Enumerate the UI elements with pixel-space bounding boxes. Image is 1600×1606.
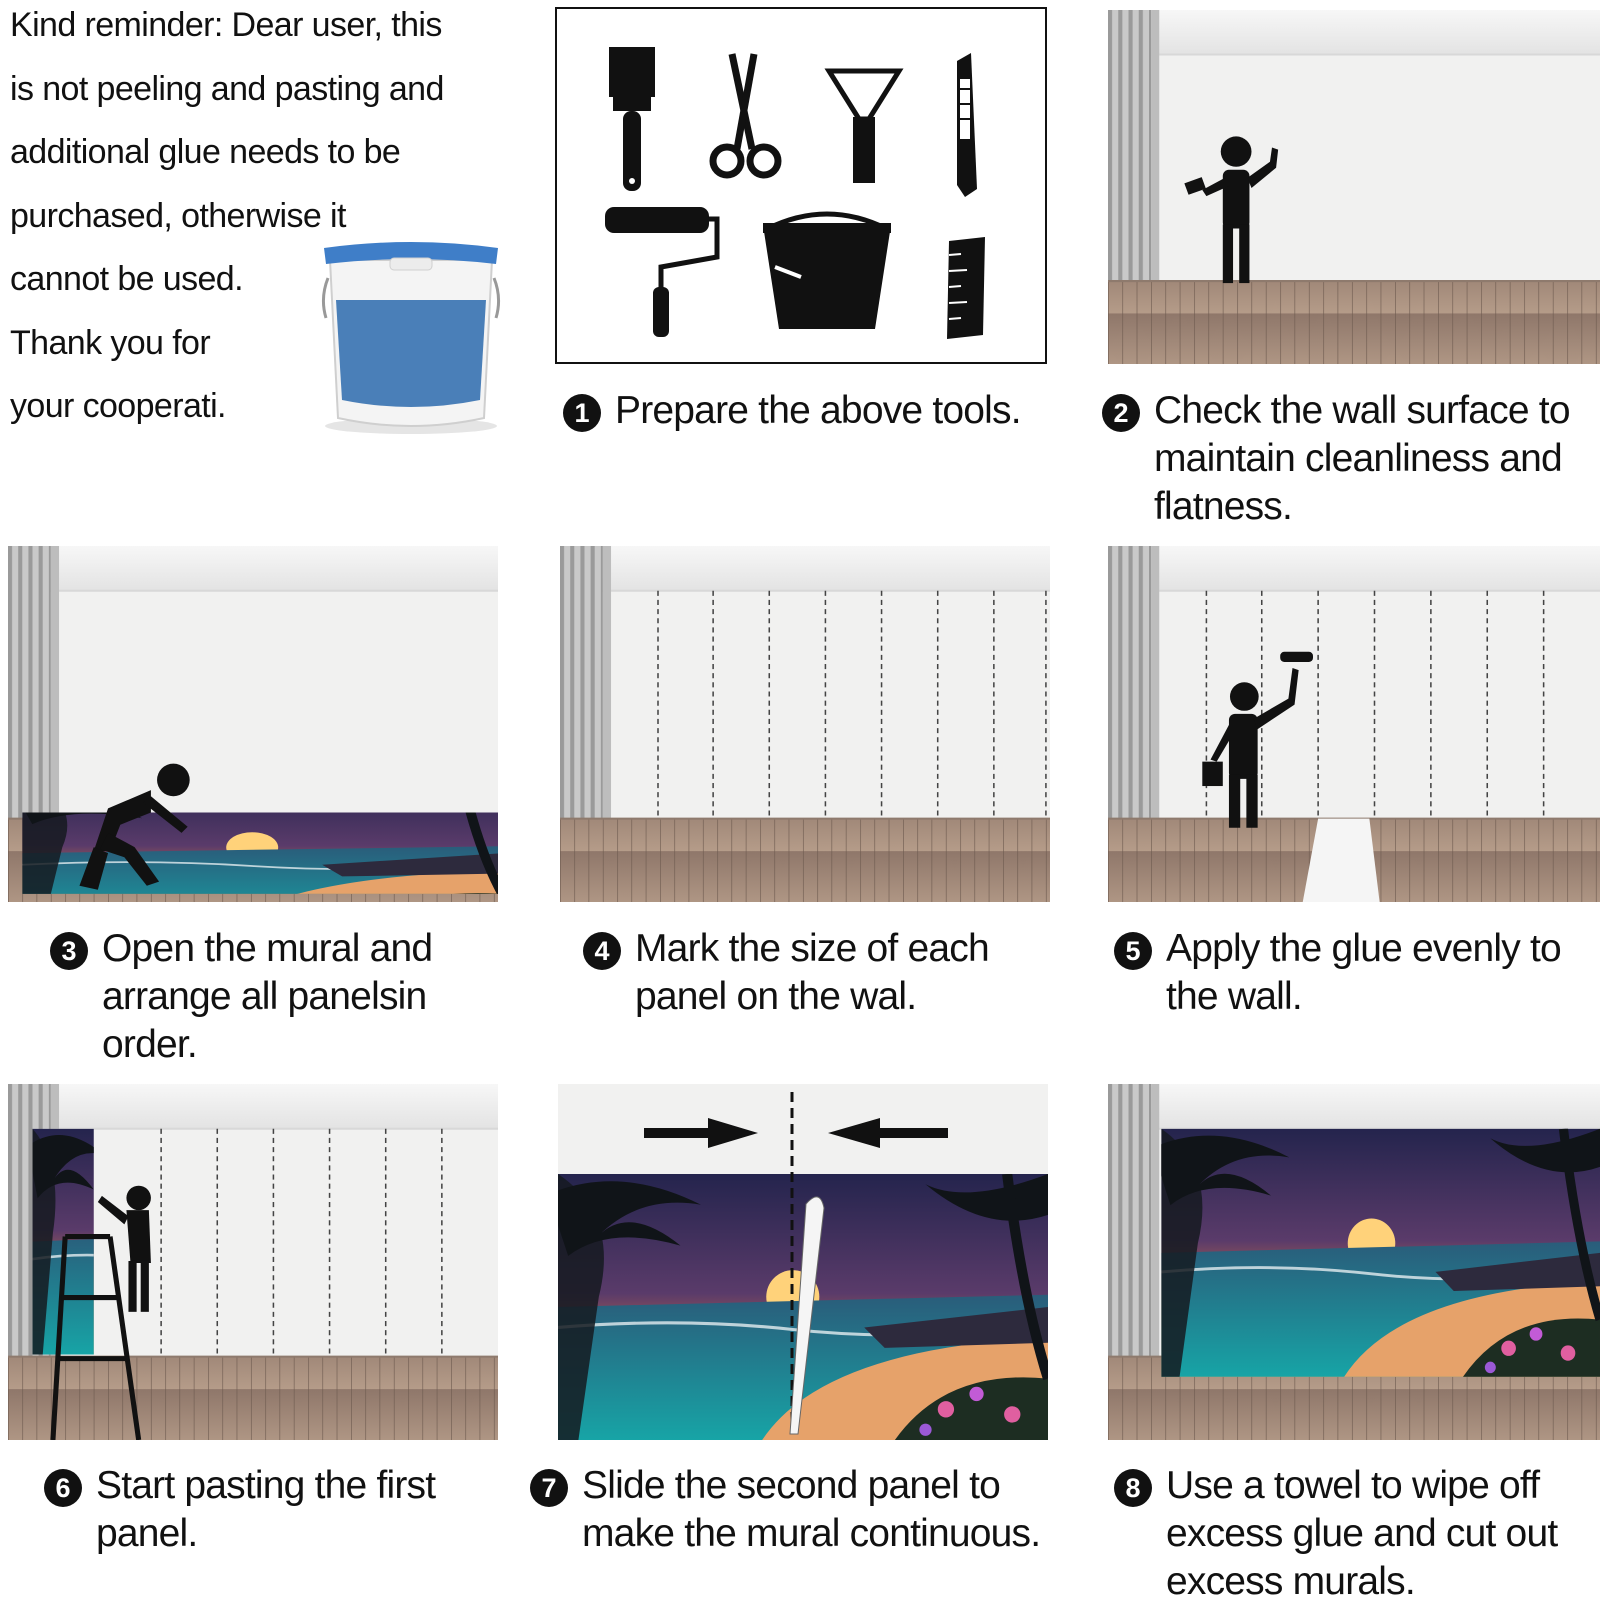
step-number-badge: 7 (530, 1469, 568, 1507)
bucket-icon (763, 214, 891, 329)
glue-bucket-icon (320, 238, 502, 438)
step-5-line: Apply the glue evenly to (1166, 927, 1561, 970)
scraper-icon (829, 71, 899, 183)
step-2-line: maintain cleanliness and (1154, 437, 1562, 480)
step-5-scene (1108, 546, 1600, 902)
reminder-line: cannot be used. (10, 260, 243, 298)
step-8-line: excess glue and cut out (1166, 1512, 1558, 1555)
step-6-scene (8, 1084, 498, 1440)
step-3-line: order. (102, 1023, 197, 1066)
step-8-line: excess murals. (1166, 1560, 1415, 1603)
scissors-icon (713, 54, 778, 175)
step-4-line: Mark the size of each (635, 927, 989, 970)
step-3-scene (8, 546, 498, 902)
step-number-badge: 2 (1102, 394, 1140, 432)
step-2-line: Check the wall surface to (1154, 389, 1570, 432)
step-7-line: Slide the second panel to (582, 1464, 1000, 1507)
step-2-line: flatness. (1154, 485, 1293, 528)
step-1-line: Prepare the above tools. (615, 389, 1021, 432)
step-4-line: panel on the wal. (635, 975, 917, 1018)
paint-roller-icon (605, 207, 717, 337)
step-6-line: Start pasting the first (96, 1464, 436, 1507)
step-7-line: make the mural continuous. (582, 1512, 1041, 1555)
step-8-scene (1108, 1084, 1600, 1440)
reminder-line: Thank you for (10, 323, 211, 362)
step-number-badge: 8 (1114, 1469, 1152, 1507)
reminder-line: purchased, otherwise it (10, 196, 346, 235)
step-number-badge: 6 (44, 1469, 82, 1507)
step-number-badge: 1 (563, 394, 601, 432)
step-7-scene (558, 1084, 1048, 1440)
paint-brush-icon (609, 47, 655, 191)
step-6-line: panel. (96, 1512, 198, 1555)
reminder-line: is not peeling and pasting and (10, 69, 444, 108)
step-3-line: Open the mural and (102, 927, 433, 970)
step-number-badge: 3 (50, 932, 88, 970)
reminder-line: additional glue needs to be (10, 133, 401, 171)
reminder-line: Kind reminder: Dear user, this (10, 6, 442, 44)
step-number-badge: 5 (1114, 932, 1152, 970)
step-number-badge: 4 (583, 932, 621, 970)
step-4-scene (560, 546, 1050, 902)
ruler-icon (947, 237, 985, 339)
utility-knife-icon (957, 53, 977, 197)
step-3-line: arrange all panelsin (102, 975, 427, 1018)
finished-mural (1152, 1129, 1600, 1377)
reminder-line: your cooperati. (10, 387, 226, 425)
step-5-line: the wall. (1166, 975, 1302, 1018)
tools-panel (555, 7, 1047, 364)
step-8-line: Use a towel to wipe off (1166, 1464, 1540, 1507)
step-2-scene (1108, 10, 1600, 364)
